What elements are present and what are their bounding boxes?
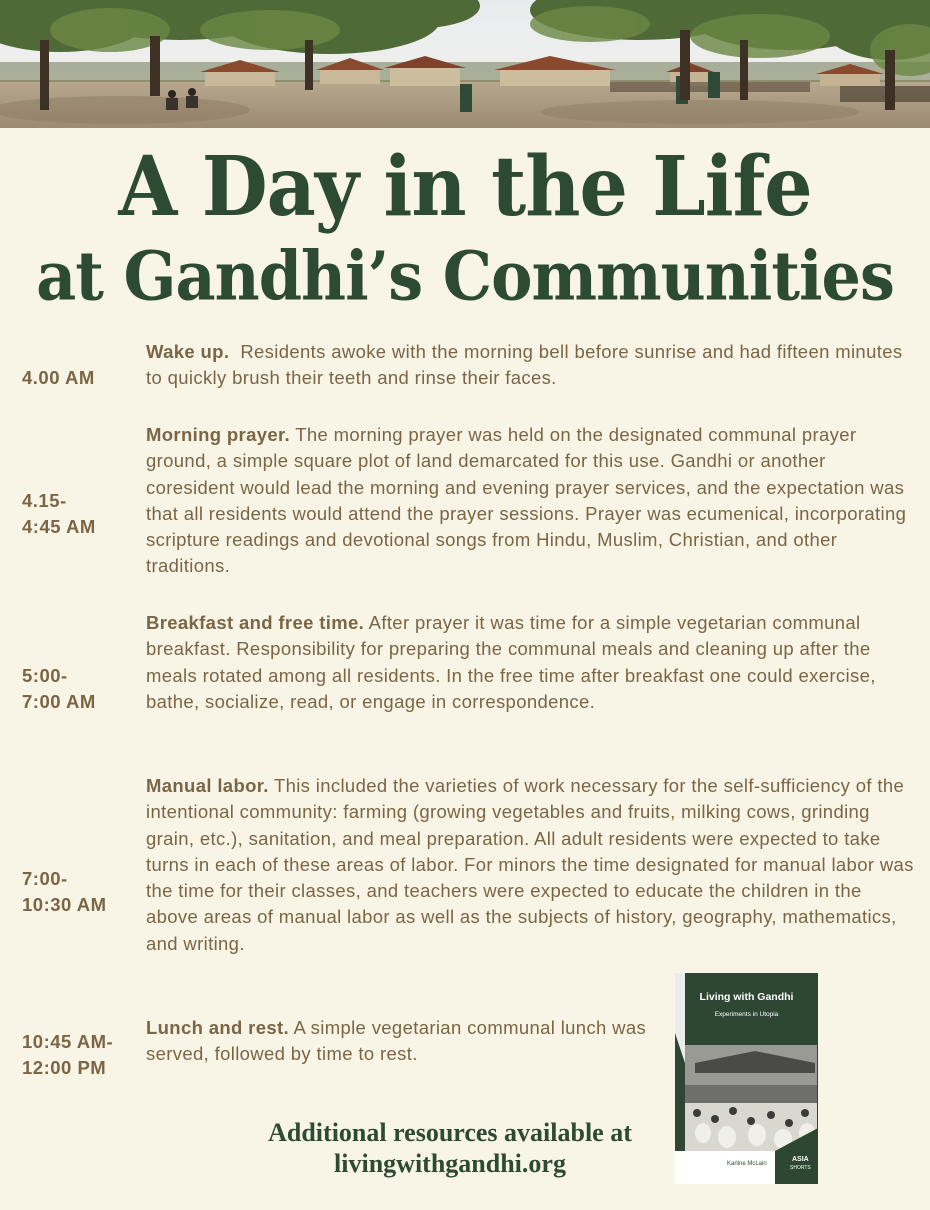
schedule-time: 10:45 AM- 12:00 PM <box>22 1031 114 1078</box>
schedule-description <box>146 773 916 957</box>
schedule-heading: Manual labor. <box>146 775 269 796</box>
book-cover-image <box>675 973 818 1184</box>
page-title-block <box>0 140 930 320</box>
book-title: Living with Gandhi <box>699 991 794 1003</box>
schedule-time: 7:00- 10:30 AM <box>22 868 107 915</box>
schedule-time: 4.00 AM <box>22 367 95 388</box>
schedule-heading: Lunch and rest. <box>146 1017 289 1038</box>
resources-footer <box>250 1117 650 1179</box>
page-title: A Day in the Life <box>118 138 812 235</box>
schedule-description <box>146 422 911 580</box>
schedule-text: A simple vegetarian communal lunch was served, followed by time to rest. <box>146 1017 647 1065</box>
schedule-description <box>146 610 911 715</box>
page-subtitle: at Gandhi’s Communities <box>36 237 894 316</box>
schedule-heading: Breakfast and free time. <box>146 612 365 633</box>
schedule-description <box>146 1015 666 1068</box>
book-author: Karline McLain <box>727 1161 767 1167</box>
schedule-text: This included the varieties of work necessary for the self-sufficiency of the intentional community: farming (growing vegetables and fruits, milking cows, grinding grain, etc.), sanitation, and meal preparation. All adult residents were expected to take turns in each of these areas of labor. For minors the time designated for manual labor was the time for their classes, and teachers were expected to educate the children in the above areas of manual labor as well as the subjects of history, geography, mathematics, and writing. <box>146 775 914 954</box>
ashram-panorama-photo <box>0 0 930 128</box>
book-series-label: ASIA SHORTS <box>790 1156 811 1171</box>
schedule-heading: Morning prayer. <box>146 424 291 445</box>
schedule-description <box>146 339 911 392</box>
schedule-time: 5:00- 7:00 AM <box>22 665 96 712</box>
schedule-heading: Wake up. <box>146 341 230 362</box>
book-subtitle: Experiments in Utopia <box>714 1011 779 1018</box>
schedule-text: Residents awoke with the morning bell before sunrise and had fifteen minutes to quickly brush their teeth and rinse their faces. <box>146 341 903 389</box>
schedule-text: The morning prayer was held on the designated communal prayer ground, a simple square plot of land demarcated for this use. Gandhi or another coresident would lead the morning and evening prayer services, and the expectation was that all residents would attend the prayer sessions. Prayer was ecumenical, incorporating scripture readings and devotional songs from Hindu, Muslim, Christian, and other traditions. <box>146 424 907 577</box>
schedule-time: 4.15- 4:45 AM <box>22 490 96 537</box>
resources-text: Additional resources available at <box>268 1118 632 1147</box>
schedule-text: After prayer it was time for a simple vegetarian communal breakfast. Responsibility for preparing the communal meals and cleaning up after the meals rotated among all residents. In the free time after breakfast one could exercise, bathe, socialize, read, or engage in correspondence. <box>146 612 876 712</box>
resources-link[interactable]: livingwithgandhi.org <box>334 1149 566 1178</box>
